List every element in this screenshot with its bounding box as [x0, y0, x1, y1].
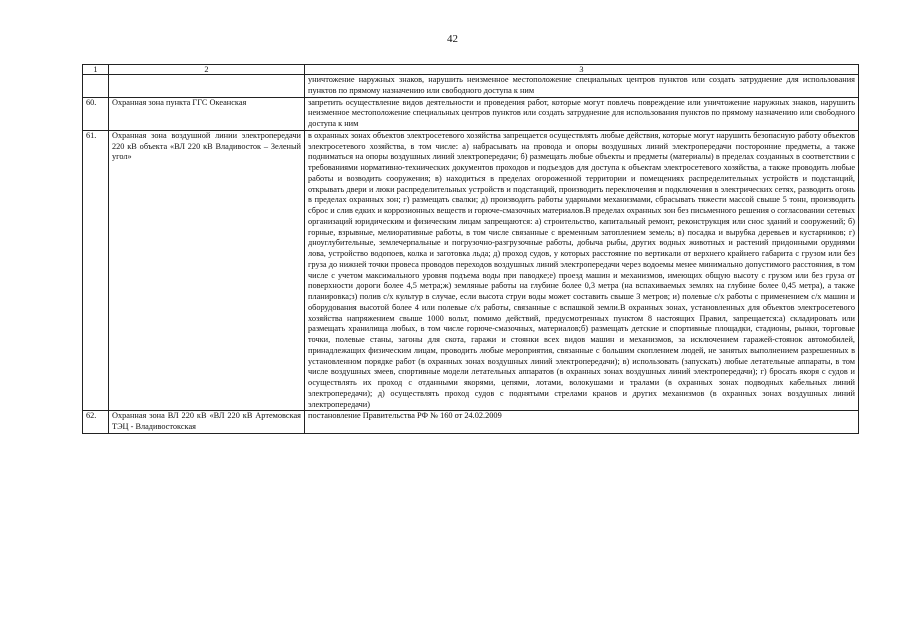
header-cell-2: 2 [109, 65, 305, 75]
table-row [83, 97, 859, 130]
zone-name: Охранная зона воздушной линии электропередачи 220 кВ объекта «ВЛ 220 кВ Владивосток – Зеленый угол» [109, 130, 305, 411]
header-cell-1: 1 [83, 65, 109, 75]
row-number: 60. [83, 97, 109, 130]
zone-restrictions: в охранных зонах объектов электросетевого хозяйства запрещается осуществлять любые действия, которые могут нарушить безопасную работу объектов электросетевого хозяйства, в том числе: а) набрасывать на провода и опоры воздушных линий электропередачи посторонние предметы, а также подниматься на опоры воздушных линий электропередачи; б) размещать любые объекты и предметы (материалы) в пределах созданных в соответствии с требованиями нормативно-технических документов проходов и подъездов для доступа к объектам электросетевого хозяйства, а также проводить любые работы и возводить сооружения; в) находиться в пределах огороженной территории и помещениях распределительных устройств и подстанций, открывать двери и люки распределительных устройств и подстанций, производить переключения и подключения в электрических сетях, разводить огонь в пределах охранных зон; г) размещать свалки; д) производить работы ударными механизмами, сбрасывать тяжести массой свыше 5 тонн, производить сброс и слив едких и коррозионных веществ и горюче-смазочных материалов.В пределах охранных зон без письменного решения о согласовании сетевых организаций юридическим и физическим лицам запрещаются: а) строительство, капитальный ремонт, реконструкция или снос зданий и сооружений; б) горные, взрывные, мелиоративные работы, в том числе связанные с временным затоплением земель; в) посадка и вырубка деревьев и кустарников; г) дноуглубительные, землечерпальные и погрузочно-разгрузочные работы, добыча рыбы, других водных животных и растений придонными орудиями лова, устройство водопоев, колка и заготовка льда; д) проход судов, у которых расстояние по вертикали от верхнего крайнего габарита с грузом или без груза до нижней точки провеса проводов переходов воздушных линий электропередачи через водоемы менее минимально допустимого расстояния, в том числе с учетом максимального уровня подъема воды при паводке;е) проезд машин и механизмов, имеющих общую высоту с грузом или без груза от поверхности дороги более 4,5 метра;ж) земляные работы на глубине более 0,3 метра (на вспахиваемых землях на глубине более 0,45 метра), а также планировка;з) полив с/х культур в случае, если высота струи воды может составить свыше 3 метров; и) полевые с/х работы с применением с/х машин и оборудования высотой более 4 или полевые с/х работы, связанные с вспашкой земли.В охранных зонах, установленных для объектов электросетевого хозяйства напряжением свыше 1000 вольт, помимо действий, предусмотренных пунктом 8 настоящих Правил, запрещается:а) складировать или размещать хранилища любых, в том числе горюче-смазочных, материалов;б) размещать детские и спортивные площадки, стадионы, рынки, торговые точки, полевые станы, загоны для скота, гаражи и стоянки всех видов машин и механизмов, за исключением гаражей-стоянок автомобилей, принадлежащих физическим лицам, проводить любые мероприятия, связанные с большим скоплением людей, не занятых выполнением разрешенных в установленном порядке работ (в охранных зонах воздушных линий электропередачи); в) использовать (запускать) любые летательные аппараты, в том числе воздушных змеев, спортивные модели летательных аппаратов (в охранных зонах воздушных линий электропередачи); г) бросать якоря с судов и осуществлять их проход с отданными якорями, цепями, лотами, волокушами и тралами (в охранных зонах подводных кабельных линий электропередачи); д) осуществлять проход судов с поднятыми стрелами кранов и других механизмов (в охранных зонах воздушных линий электропередачи) [305, 130, 859, 411]
zones-table [82, 64, 859, 434]
table-row [83, 130, 859, 411]
zone-restrictions: постановление Правительства РФ № 160 от 24.02.2009 [305, 411, 859, 434]
row-number: 62. [83, 411, 109, 434]
zone-restrictions: уничтожение наружных знаков, нарушить неизменное местоположение специальных центров пунктов или создать затруднение для использования пунктов по прямому назначению или свободного доступа к ним [305, 75, 859, 98]
header-cell-3: 3 [305, 65, 859, 75]
table-row [83, 411, 859, 434]
page-number: 42 [447, 33, 458, 45]
zone-name: Охранная зона ВЛ 220 кВ «ВЛ 220 кВ Артемовская ТЭЦ - Владивостокская [109, 411, 305, 434]
zone-name [109, 75, 305, 98]
row-number: 61. [83, 130, 109, 411]
row-number [83, 75, 109, 98]
table-header-row [83, 65, 859, 75]
zone-name: Охранная зона пункта ГГС Океанская [109, 97, 305, 130]
zone-restrictions: запретить осуществление видов деятельности и проведения работ, которые могут повлечь повреждение или уничтожение наружных знаков, нарушить неизменное местоположение специальных центров пунктов или создать затруднение для использования пунктов по прямому назначению или свободного доступа к ним [305, 97, 859, 130]
table-row [83, 75, 859, 98]
